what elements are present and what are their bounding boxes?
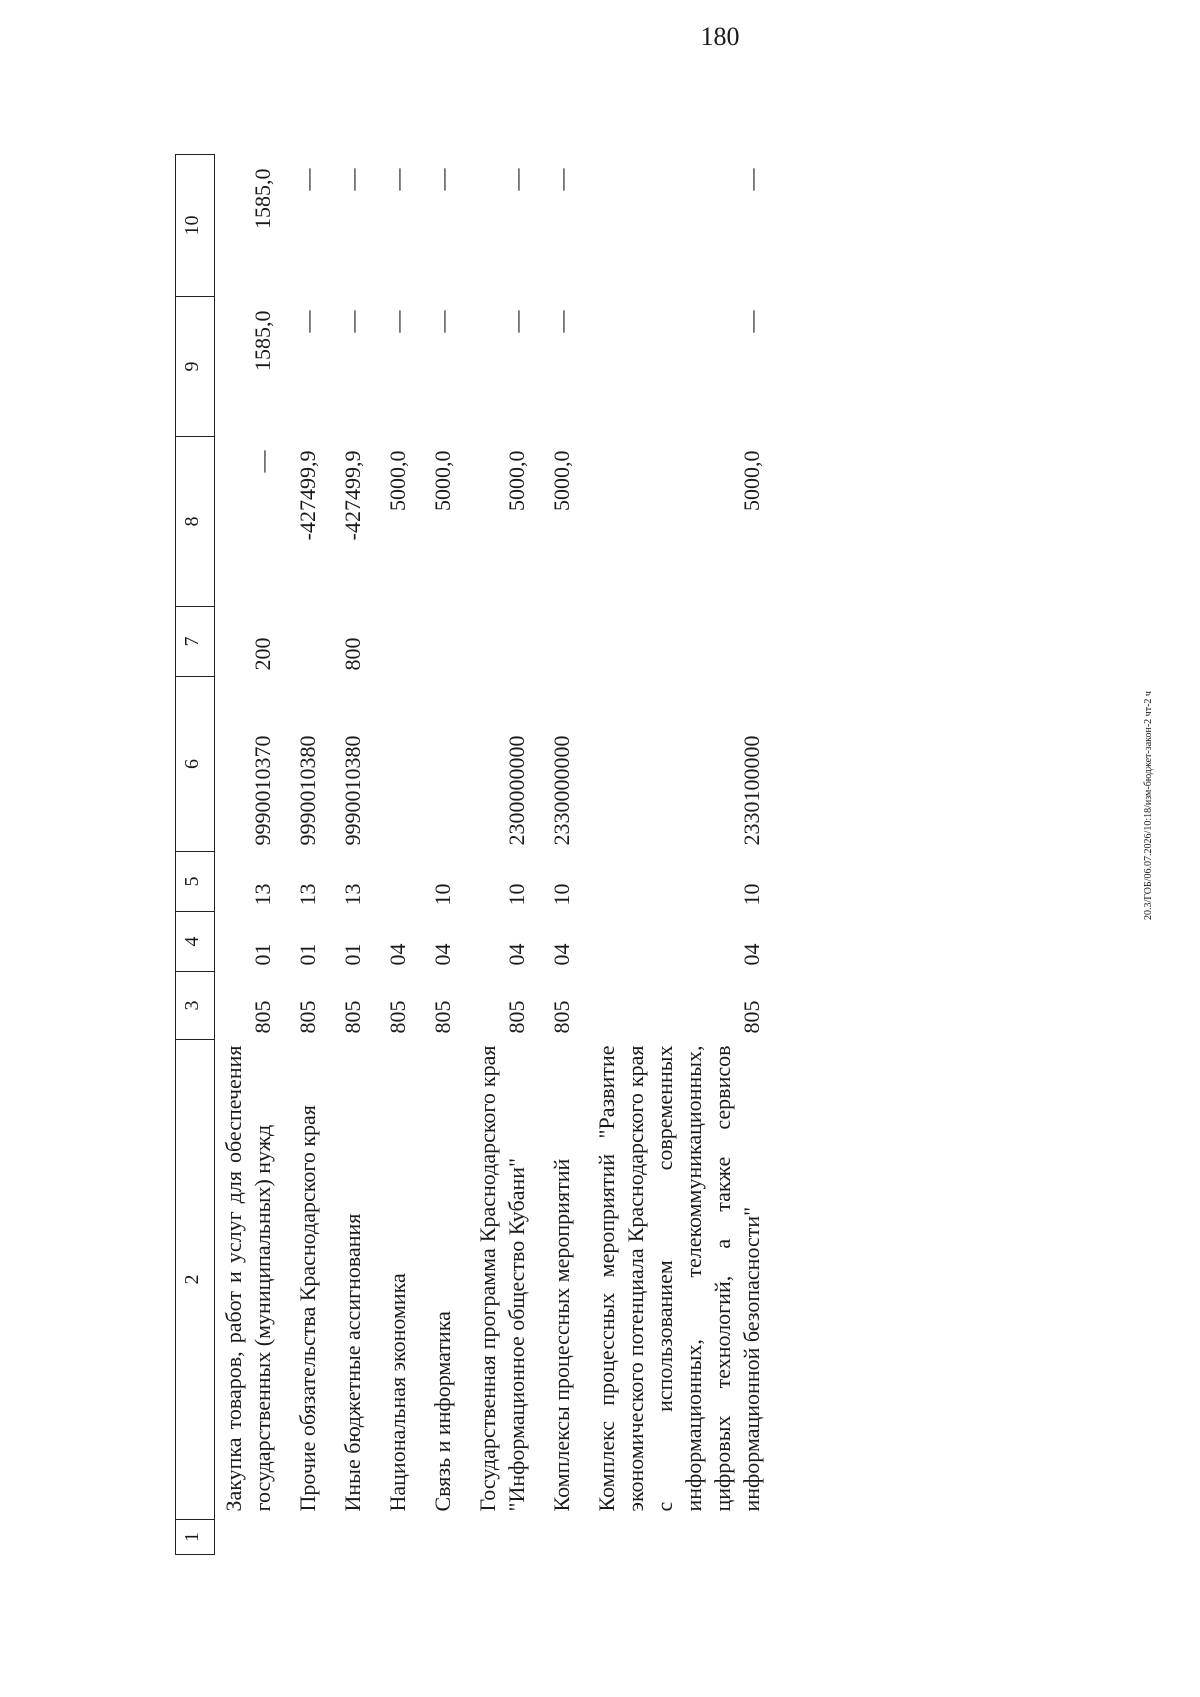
- expense-type-cell: [588, 607, 778, 677]
- amount-cell: —: [739, 310, 764, 333]
- header-cell: 4: [176, 912, 215, 972]
- budget-table: [175, 154, 778, 1555]
- table-row: [379, 155, 424, 1555]
- item-name-cell: Национальная экономика: [385, 1273, 410, 1512]
- target-article-cell: 9990010370: [250, 735, 275, 846]
- ministry-code-cell: 805: [250, 1000, 275, 1034]
- target-article-cell: [379, 677, 424, 852]
- amount-cell: —: [385, 310, 410, 333]
- header-cell: 2: [176, 1040, 215, 1520]
- amount-cell: 1585,0: [250, 168, 275, 229]
- expense-type-cell: 800: [340, 637, 365, 671]
- ministry-code-cell: 805: [549, 1000, 574, 1034]
- table-row: [543, 155, 588, 1555]
- section-code-cell: 01: [340, 943, 365, 966]
- ministry-code-cell: 805: [430, 1000, 455, 1034]
- header-cell: 7: [176, 607, 215, 677]
- table-row: [424, 155, 469, 1555]
- header-cell: 1: [176, 1520, 215, 1555]
- header-cell: 9: [176, 297, 215, 437]
- table-row: [588, 155, 778, 1555]
- header-cell: 5: [176, 852, 215, 912]
- amount-cell: -427499,9: [340, 450, 365, 541]
- target-article-cell: 9990010380: [295, 735, 320, 846]
- amount-cell: —: [250, 450, 275, 473]
- section-code-cell: 04: [739, 943, 764, 966]
- item-name-cell: Связь и информатика: [430, 1311, 455, 1512]
- amount-cell: —: [295, 168, 320, 191]
- item-name-cell: Иные бюджетные ассигнования: [340, 1213, 365, 1512]
- row-number-cell: [469, 1520, 543, 1555]
- amount-cell: —: [430, 310, 455, 333]
- amount-cell: —: [739, 168, 764, 191]
- section-code-cell: 04: [430, 943, 455, 966]
- header-cell: 10: [176, 155, 215, 297]
- target-article-cell: 2330100000: [739, 735, 764, 846]
- amount-cell: 1585,0: [250, 310, 275, 371]
- subsection-code-cell: 10: [504, 883, 529, 906]
- expense-type-cell: 200: [250, 637, 275, 671]
- subsection-code-cell: [379, 852, 424, 912]
- row-number-cell: [334, 1520, 379, 1555]
- row-number-cell: [424, 1520, 469, 1555]
- section-code-cell: 04: [549, 943, 574, 966]
- amount-cell: 5000,0: [504, 450, 529, 511]
- amount-cell: —: [504, 310, 529, 333]
- expense-type-cell: [543, 607, 588, 677]
- amount-cell: -427499,9: [295, 450, 320, 541]
- subsection-code-cell: 13: [295, 883, 320, 906]
- header-cell: 3: [176, 972, 215, 1040]
- expense-type-cell: [289, 607, 334, 677]
- amount-cell: —: [504, 168, 529, 191]
- row-number-cell: [289, 1520, 334, 1555]
- section-code-cell: 04: [385, 943, 410, 966]
- amount-cell: —: [430, 168, 455, 191]
- expense-type-cell: [379, 607, 424, 677]
- section-code-cell: 01: [250, 943, 275, 966]
- header-cell: 8: [176, 437, 215, 607]
- ministry-code-cell: 805: [739, 1000, 764, 1034]
- table-row: [289, 155, 334, 1555]
- ministry-code-cell: 805: [340, 1000, 365, 1034]
- ministry-code-cell: 805: [295, 1000, 320, 1034]
- table-row: [469, 155, 543, 1555]
- page-number: 180: [700, 22, 740, 51]
- row-number-cell: [379, 1520, 424, 1555]
- subsection-code-cell: 13: [340, 883, 365, 906]
- table-row: [215, 155, 290, 1555]
- amount-cell: 5000,0: [385, 450, 410, 511]
- amount-cell: —: [340, 310, 365, 333]
- table-row: [334, 155, 379, 1555]
- row-number-cell: [215, 1520, 290, 1555]
- subsection-code-cell: 13: [250, 883, 275, 906]
- amount-cell: —: [549, 168, 574, 191]
- target-article-cell: 2300000000: [504, 735, 529, 846]
- item-name-cell: Комплекс процессных мероприятий "Развитие экономического потенциала Краснодарского края с использованием современных информационных, телекоммуникационных, цифровых технологий, а также сервисов информационной безопасности": [594, 1045, 764, 1512]
- item-name-cell: Закупка товаров, работ и услуг для обеспечения государственных (муниципальных) нужд: [221, 1045, 275, 1512]
- subsection-code-cell: 10: [549, 883, 574, 906]
- subsection-code-cell: 10: [430, 883, 455, 906]
- subsection-code-cell: 10: [739, 883, 764, 906]
- ministry-code-cell: 805: [504, 1000, 529, 1034]
- section-code-cell: 04: [504, 943, 529, 966]
- amount-cell: 5000,0: [739, 450, 764, 511]
- amount-cell: —: [385, 168, 410, 191]
- amount-cell: —: [340, 168, 365, 191]
- amount-cell: 5000,0: [549, 450, 574, 511]
- row-number-cell: [588, 1520, 778, 1555]
- expense-type-cell: [424, 607, 469, 677]
- ministry-code-cell: 805: [385, 1000, 410, 1034]
- item-name-cell: Государственная программа Краснодарского края "Информационное общество Кубани": [475, 1045, 529, 1512]
- amount-cell: —: [549, 310, 574, 333]
- header-cell: 6: [176, 677, 215, 852]
- target-article-cell: [424, 677, 469, 852]
- amount-cell: —: [295, 310, 320, 333]
- target-article-cell: 2330000000: [549, 735, 574, 846]
- amount-cell: 5000,0: [430, 450, 455, 511]
- table-header-row: [176, 155, 215, 1555]
- row-number-cell: [543, 1520, 588, 1555]
- item-name-cell: Прочие обязательства Краснодарского края: [295, 1105, 320, 1512]
- target-article-cell: 9990010380: [340, 735, 365, 846]
- section-code-cell: 01: [295, 943, 320, 966]
- item-name-cell: Комплексы процессных мероприятий: [549, 1158, 574, 1512]
- expense-type-cell: [469, 607, 543, 677]
- rotated-table-container: [175, 155, 1200, 1555]
- footer-document-code-text: 20.3/ГОБ/06.07.2026/10:18/изм-бюджет-закон-2 чт-2 ч: [1143, 691, 1154, 920]
